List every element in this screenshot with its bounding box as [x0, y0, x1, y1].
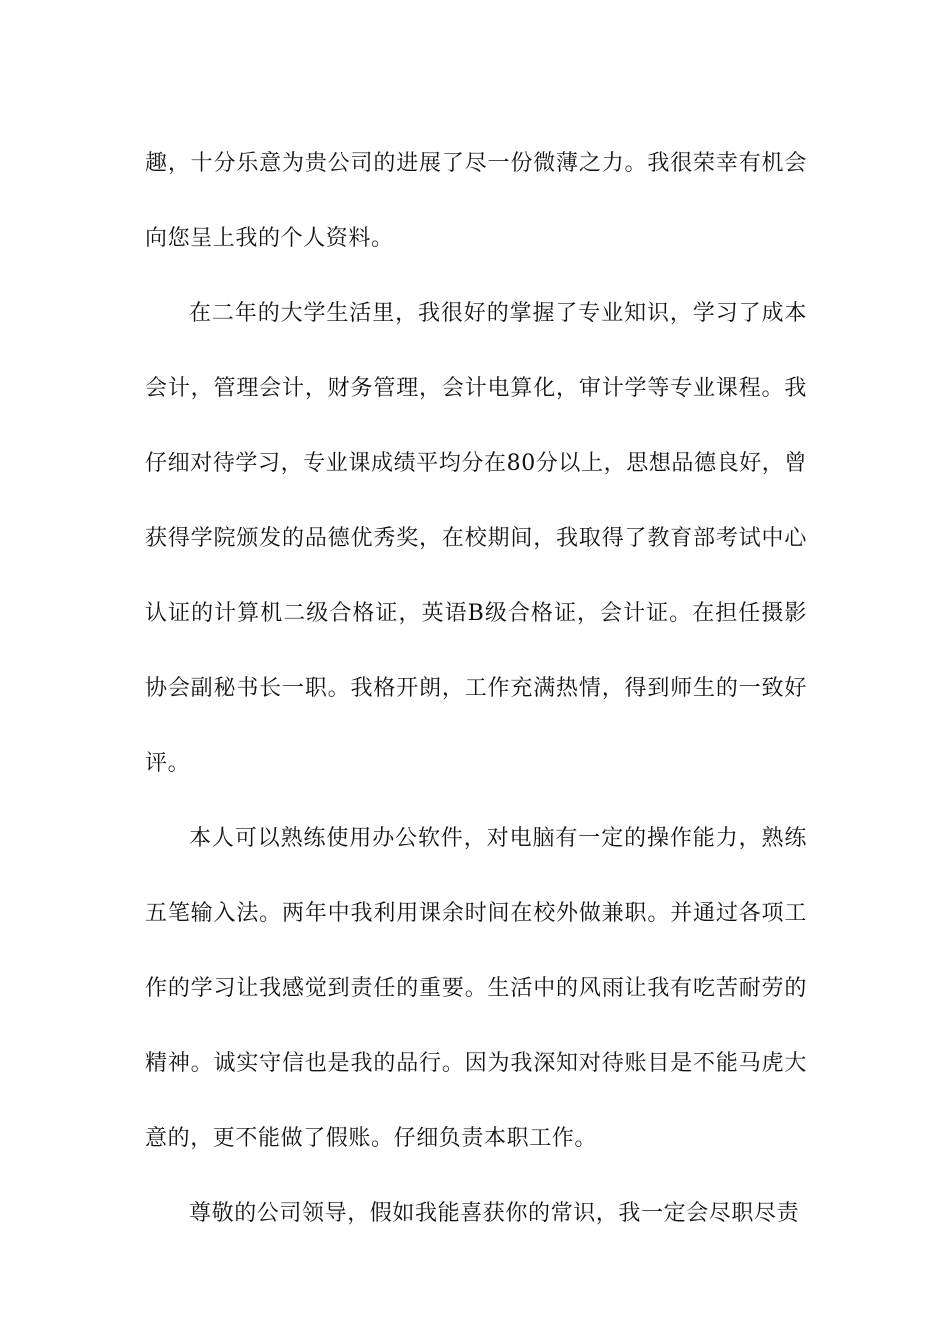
paragraph-3: 本人可以熟练使用办公软件，对电脑有一定的操作能力，熟练五笔输入法。两年中我利用课余时间在校外做兼职。并通过各项工作的学习让我感觉到责任的重要。生活中的风雨让我有吃苦耐劳的精神。诚实守信也是我的品行。因为我深知对待账目是不能马虎大意的，更不能做了假账。仔细负责本职工作。: [145, 826, 807, 1151]
paragraph-2: 在二年的大学生活里，我很好的掌握了专业知识，学习了成本会计，管理会计，财务管理，会计电算化，审计学等专业课程。我仔细对待学习，专业课成绩平均分在80分以上，思想品德良好，曾获得学院颁发的品德优秀奖，在校期间，我取得了教育部考试中心认证的计算机二级合格证，英语B级合格证，会计证。在担任摄影协会副秘书长一职。我格开朗，工作充满热情，得到师生的一致好评。: [145, 301, 807, 776]
paragraph-1: 趣，十分乐意为贵公司的进展了尽一份微薄之力。我很荣幸有机会向您呈上我的个人资料。: [145, 151, 807, 251]
document-body: [145, 126, 807, 1251]
paragraph-4: 尊敬的公司领导，假如我能喜获你的常识，我一定会尽职尽责: [189, 1201, 800, 1226]
